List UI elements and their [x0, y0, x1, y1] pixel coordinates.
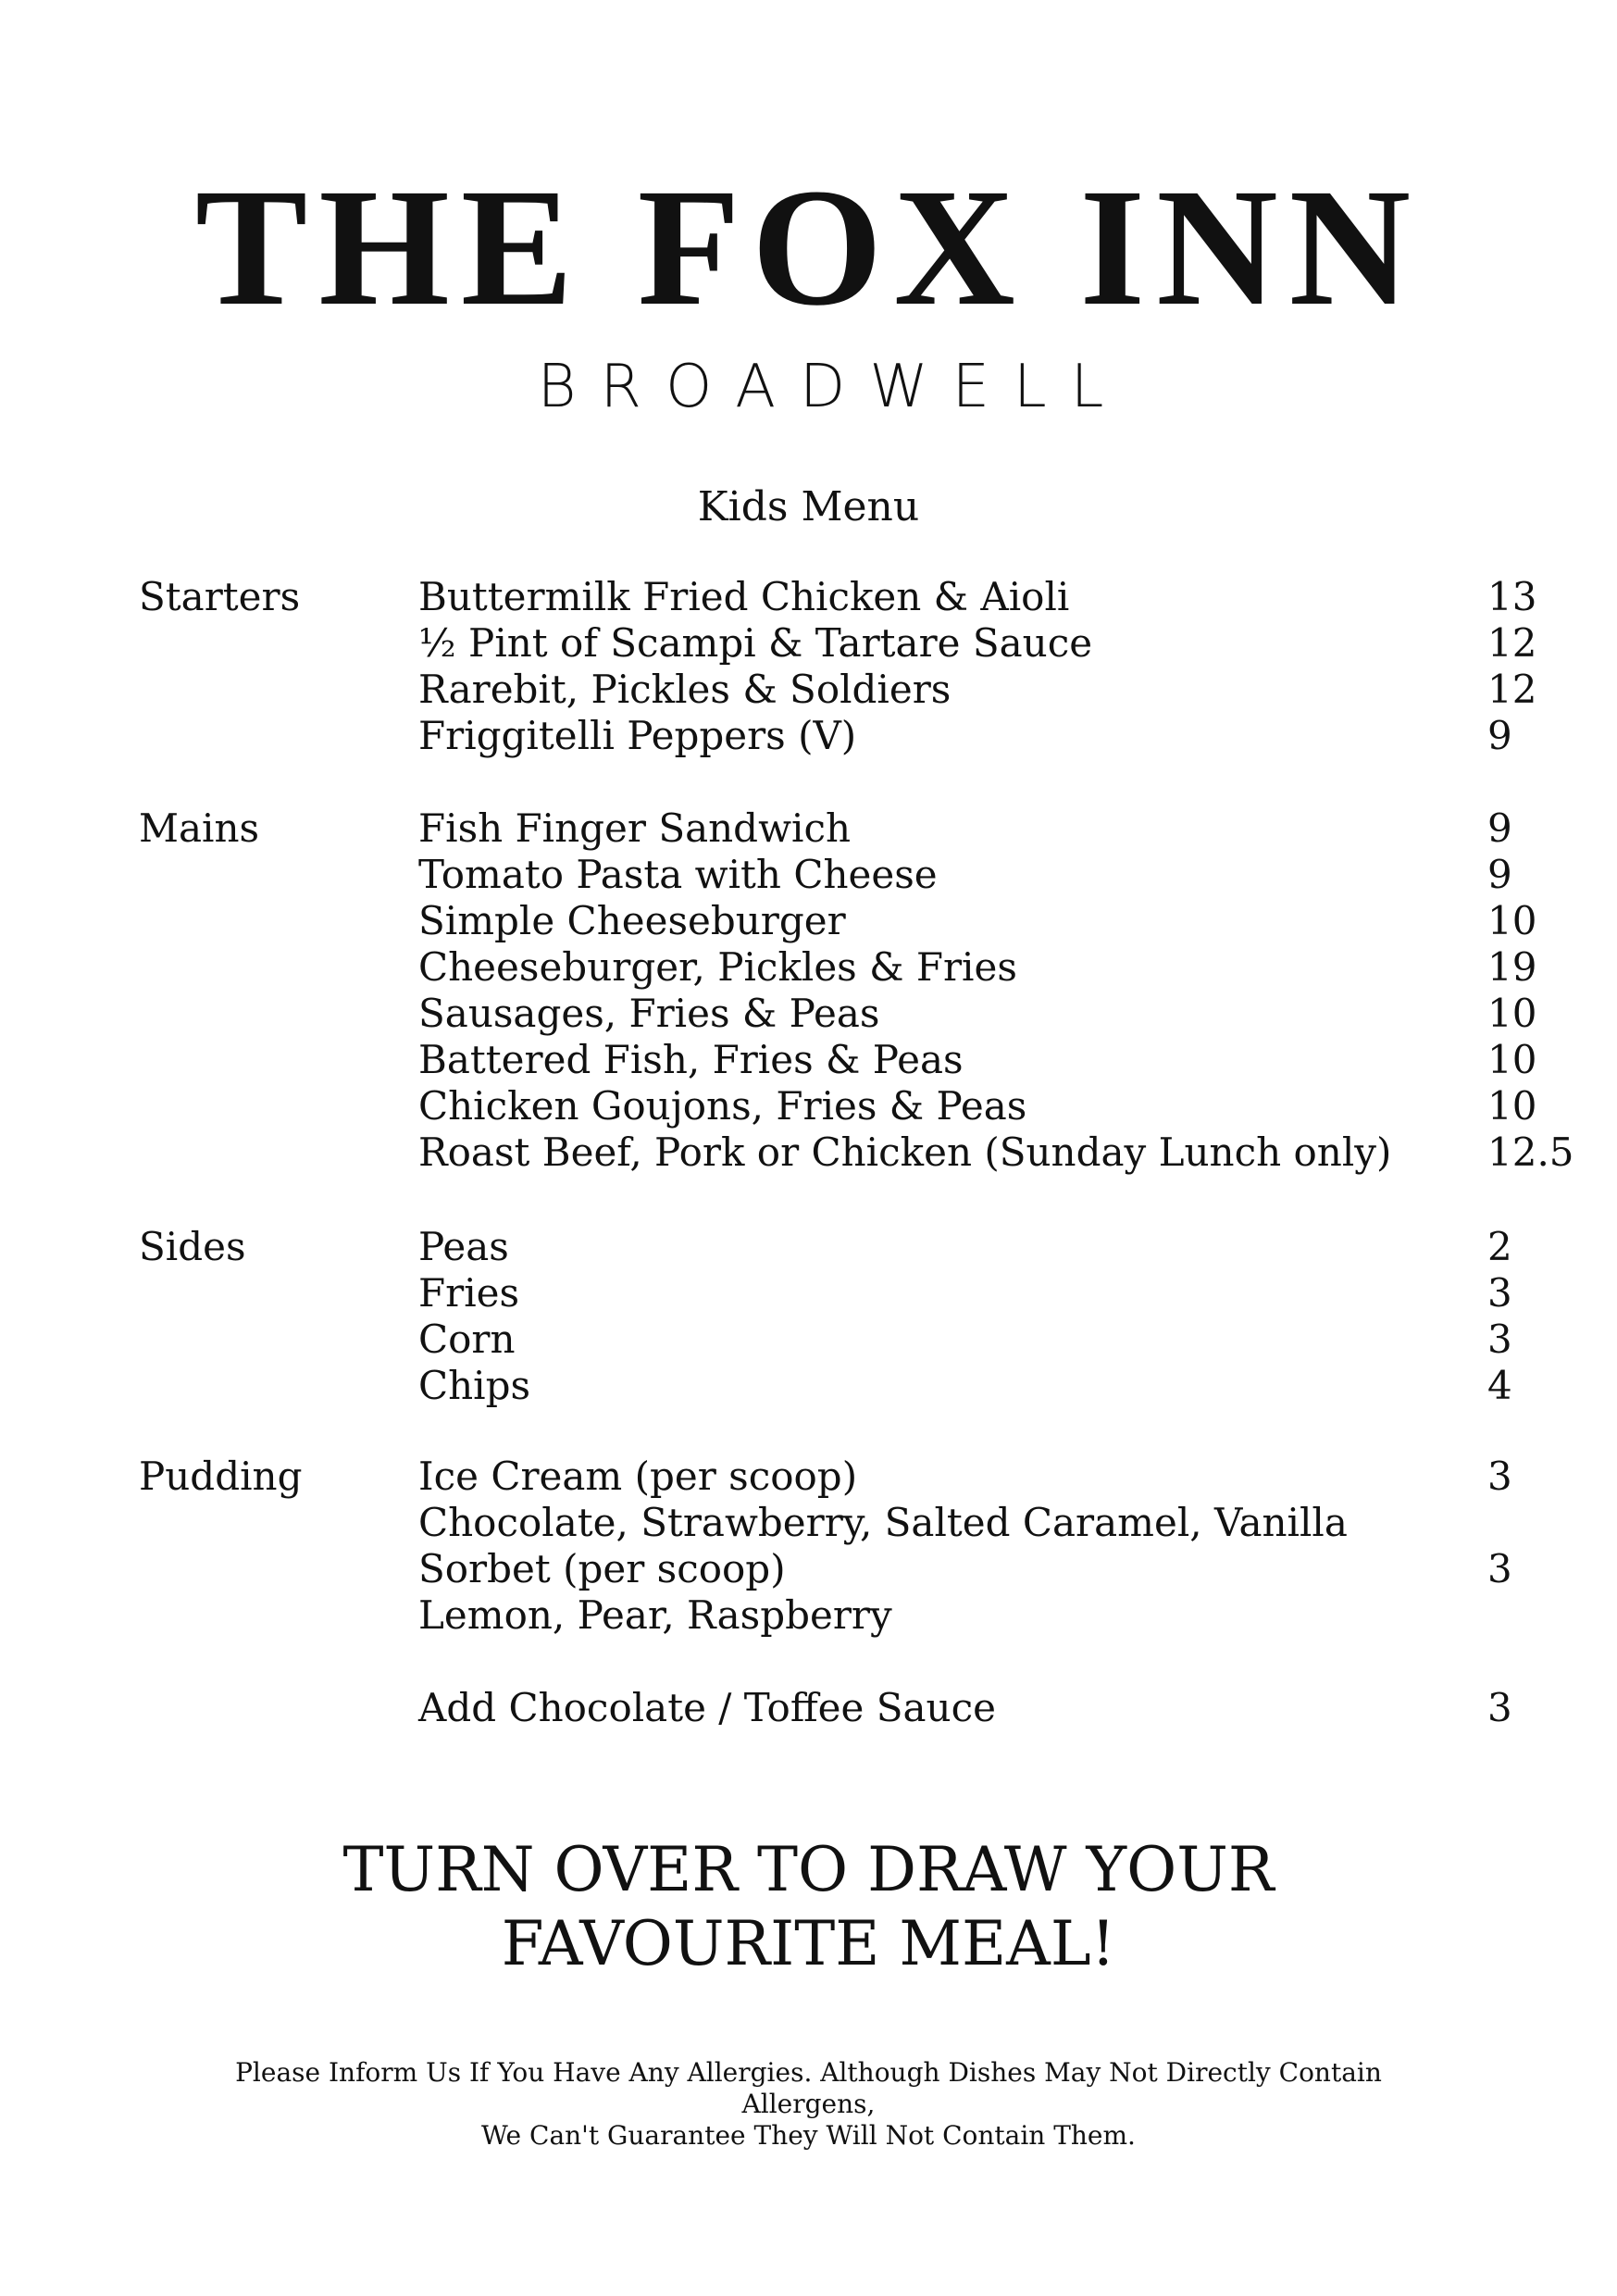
item-name: Roast Beef, Pork or Chicken (Sunday Lunch only): [418, 1129, 1392, 1175]
item-price: 10: [1487, 1037, 1537, 1082]
item-name: Chips: [418, 1363, 531, 1408]
item-name: ½ Pint of Scampi & Tartare Sauce: [418, 620, 1093, 666]
item-name: Tomato Pasta with Cheese: [418, 852, 938, 897]
allergy-notice-line: Please Inform Us If You Have Any Allergies. Although Dishes May Not Directly Contain: [235, 2057, 1382, 2088]
menu-item: [418, 1592, 1446, 1639]
item-name: Ice Cream (per scoop): [418, 1454, 858, 1499]
call-to-action: [0, 1833, 1617, 1981]
item-name: Fries: [418, 1270, 520, 1316]
item-name: Simple Cheeseburger: [418, 898, 846, 943]
allergy-notice: [0, 2057, 1617, 2152]
menu-item: [418, 991, 1537, 1037]
item-list: [418, 1224, 1512, 1409]
menu-item: [418, 852, 1512, 898]
item-price: 13: [1487, 574, 1537, 619]
menu-item: [418, 1685, 1512, 1731]
cta-line: FAVOURITE MEAL!: [501, 1908, 1116, 1979]
item-name: Battered Fish, Fries & Peas: [418, 1037, 964, 1082]
item-price: 9: [1487, 805, 1512, 851]
section-label: Sides: [139, 1224, 246, 1269]
restaurant-title: THE FOX INN: [194, 155, 1423, 341]
menu-item: [418, 898, 1537, 944]
allergy-notice-line: Allergens,: [741, 2089, 876, 2119]
menu-item: [418, 713, 1512, 759]
item-price: 10: [1487, 991, 1537, 1036]
item-list: [418, 1454, 1512, 1731]
menu-item: [418, 667, 1537, 713]
menu-heading: Kids Menu: [697, 483, 920, 530]
menu-item: [418, 1037, 1537, 1083]
item-name: Buttermilk Fried Chicken & Aioli: [418, 574, 1070, 619]
menu-item: [418, 1546, 1512, 1592]
section-label: Mains: [139, 805, 260, 851]
menu-item: [418, 620, 1537, 667]
item-list: [418, 805, 1574, 1176]
menu-item: [418, 1500, 1446, 1546]
item-name: Sausages, Fries & Peas: [418, 991, 880, 1036]
item-price: 3: [1487, 1270, 1512, 1316]
item-name: Friggitelli Peppers (V): [418, 713, 857, 758]
menu-item: [418, 1224, 1512, 1270]
menu-item: [418, 1316, 1512, 1363]
item-name: Peas: [418, 1224, 509, 1269]
item-price: 10: [1487, 898, 1537, 943]
menu-item: [418, 1363, 1512, 1409]
allergy-notice-line: We Can't Guarantee They Will Not Contain Them.: [481, 2120, 1136, 2151]
item-name: Fish Finger Sandwich: [418, 805, 852, 851]
item-name: Chocolate, Strawberry, Salted Caramel, Vanilla: [418, 1500, 1348, 1545]
item-price: 4: [1487, 1363, 1512, 1408]
menu-item: [418, 944, 1537, 991]
item-price: 10: [1487, 1083, 1537, 1129]
section-label: Pudding: [139, 1454, 303, 1499]
item-name: Add Chocolate / Toffee Sauce: [418, 1685, 996, 1730]
menu-item: [418, 805, 1512, 852]
item-name: Chicken Goujons, Fries & Peas: [418, 1083, 1027, 1129]
item-price: 3: [1487, 1316, 1512, 1362]
menu-item: [418, 1083, 1537, 1129]
item-price: 19: [1487, 944, 1537, 990]
item-price: 3: [1487, 1546, 1512, 1591]
item-name: Corn: [418, 1316, 516, 1362]
cta-line: TURN OVER TO DRAW YOUR: [342, 1834, 1275, 1905]
item-price: 9: [1487, 852, 1512, 897]
item-name: Rarebit, Pickles & Soldiers: [418, 667, 952, 712]
item-name: Lemon, Pear, Raspberry: [418, 1592, 892, 1638]
item-price: 9: [1487, 713, 1512, 758]
item-price: 12: [1487, 620, 1537, 666]
menu-item: [418, 1270, 1512, 1316]
item-list: [418, 574, 1537, 759]
item-price: 3: [1487, 1454, 1512, 1499]
menu-item: [418, 574, 1537, 620]
item-name: Cheeseburger, Pickles & Fries: [418, 944, 1017, 990]
item-price: 3: [1487, 1685, 1512, 1730]
restaurant-location: BROADWELL: [537, 353, 1128, 421]
section-label: Starters: [139, 574, 301, 619]
item-price: 2: [1487, 1224, 1512, 1269]
item-name: Sorbet (per scoop): [418, 1546, 786, 1591]
item-price: 12.5: [1487, 1129, 1574, 1175]
menu-item: [418, 1129, 1574, 1176]
menu-item: [418, 1454, 1512, 1500]
item-price: 12: [1487, 667, 1537, 712]
